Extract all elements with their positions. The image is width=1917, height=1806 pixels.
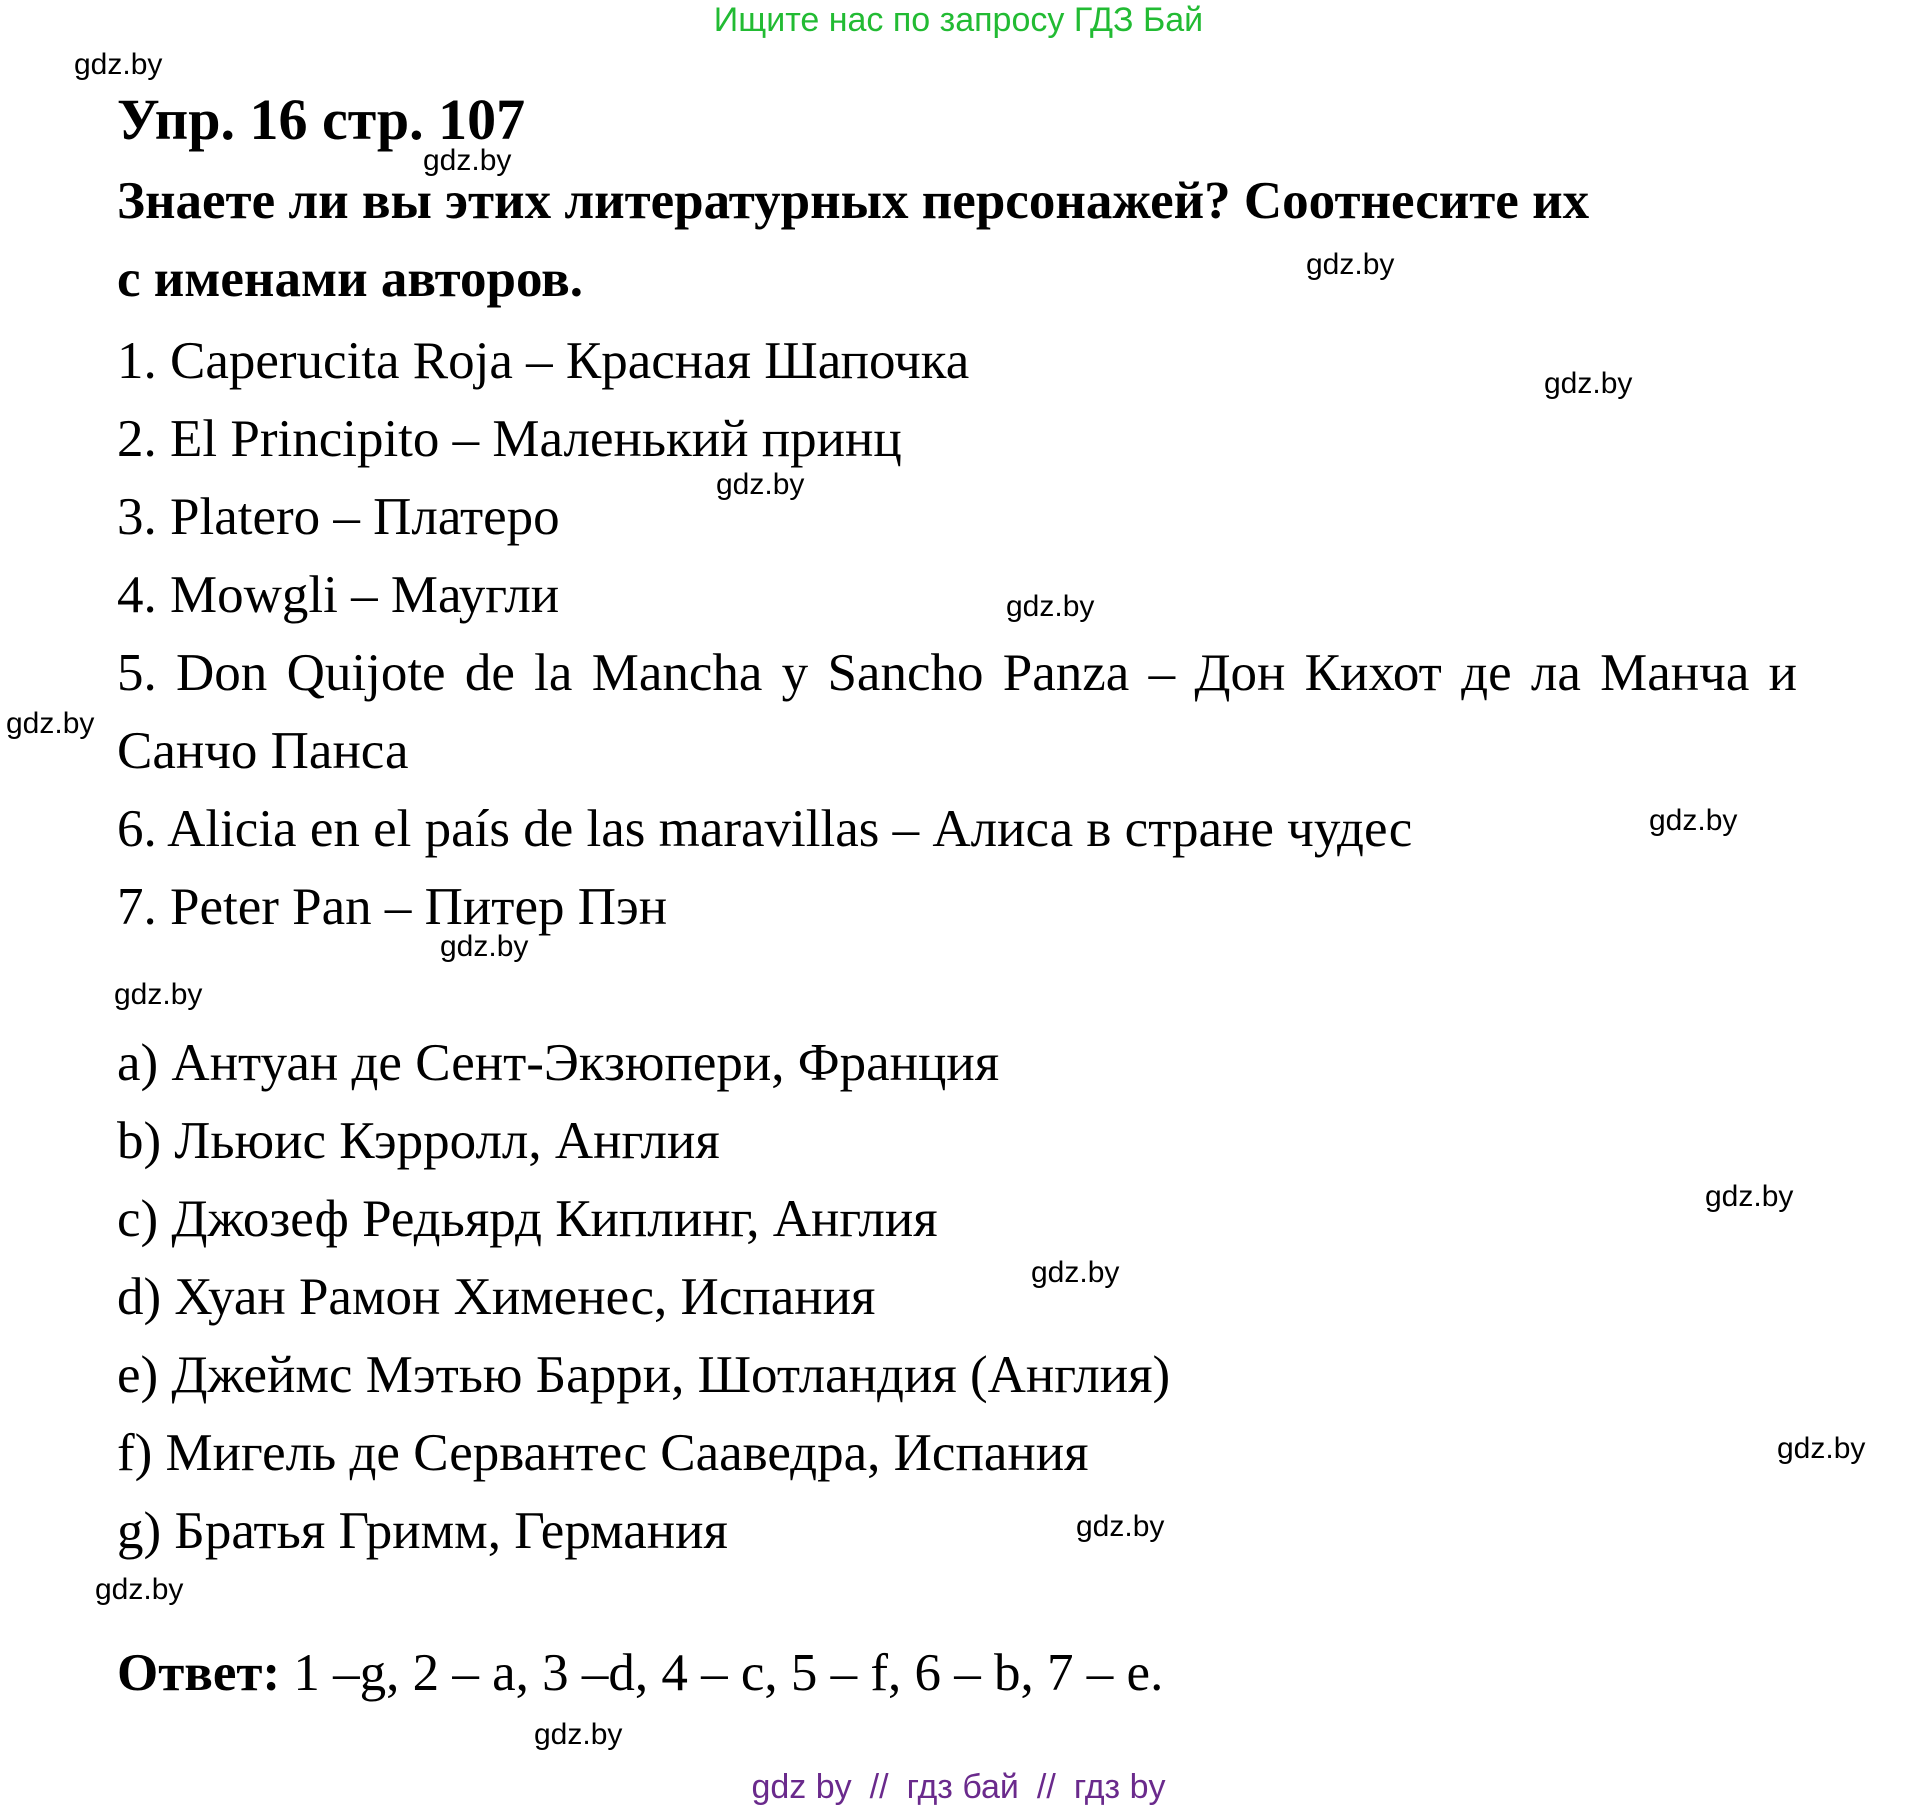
task-line-1: Знаете ли вы этих литературных персонажей? Соотнесите их [117,172,1590,230]
watermark: gdz.by [114,978,203,1011]
list-item: 5. Don Quijote de la Mancha y Sancho Panza – Дон Кихот де ла Манча и Санчо Панса [117,644,1797,780]
watermark: gdz.by [74,48,163,81]
answer-label: Ответ: [117,1644,281,1702]
authors-list [117,1024,1797,1570]
list-item: 6. Alicia en el país de las maravillas – Алиса в стране чудес [117,800,1413,858]
watermark: gdz.by [1076,1510,1165,1543]
watermark: gdz.by [1705,1180,1794,1213]
watermark: gdz.by [1031,1256,1120,1289]
watermark: gdz.by [716,468,805,501]
footer-link[interactable]: gdz by [751,1768,852,1806]
list-item: f) Мигель де Сервантес Сааведра, Испания [117,1424,1089,1482]
top-banner: Ищите нас по запросу ГДЗ Бай [713,1,1204,39]
watermark: gdz.by [1649,804,1738,837]
characters-list [117,322,1797,946]
footer-link[interactable]: гдз by [1073,1768,1166,1806]
task-statement [117,162,1797,318]
exercise-content [117,88,1797,1712]
watermark: gdz.by [440,930,529,963]
watermark: gdz.by [534,1718,623,1751]
list-item: 7. Peter Pan – Питер Пэн [117,878,668,936]
footer-link[interactable]: гдз бай [906,1768,1019,1806]
list-item: a) Антуан де Сент-Экзюпери, Франция [117,1034,1000,1092]
footer-separator: // [869,1768,889,1806]
task-line-2: с именами авторов. [117,250,584,308]
watermark: gdz.by [1006,590,1095,623]
watermark: gdz.by [1544,367,1633,400]
watermark: gdz.by [1306,248,1395,281]
list-item: 1. Caperucita Roja – Красная Шапочка [117,332,970,390]
list-item: 3. Platero – Платеро [117,488,560,546]
list-item: b) Льюис Кэрролл, Англия [117,1112,720,1170]
watermark: gdz.by [95,1573,184,1606]
list-item: c) Джозеф Редьярд Киплинг, Англия [117,1190,938,1248]
list-item: 4. Mowgli – Маугли [117,566,560,624]
watermark: gdz.by [1777,1432,1866,1465]
list-item: 2. El Principito – Маленький принц [117,410,902,468]
list-item: d) Хуан Рамон Хименес, Испания [117,1268,876,1326]
watermark: gdz.by [423,144,512,177]
list-item: e) Джеймс Мэтью Барри, Шотландия (Англия) [117,1346,1171,1404]
exercise-title: Упр. 16 стр. 107 [117,87,526,152]
footer-separator: // [1036,1768,1056,1806]
list-item: g) Братья Гримм, Германия [117,1502,728,1560]
spacer [117,946,1797,1024]
watermark: gdz.by [6,707,95,740]
answer [117,1634,1797,1712]
answer-text: 1 –g, 2 – a, 3 –d, 4 – c, 5 – f, 6 – b, 7 – e. [280,1644,1164,1702]
footer [0,1770,1917,1804]
